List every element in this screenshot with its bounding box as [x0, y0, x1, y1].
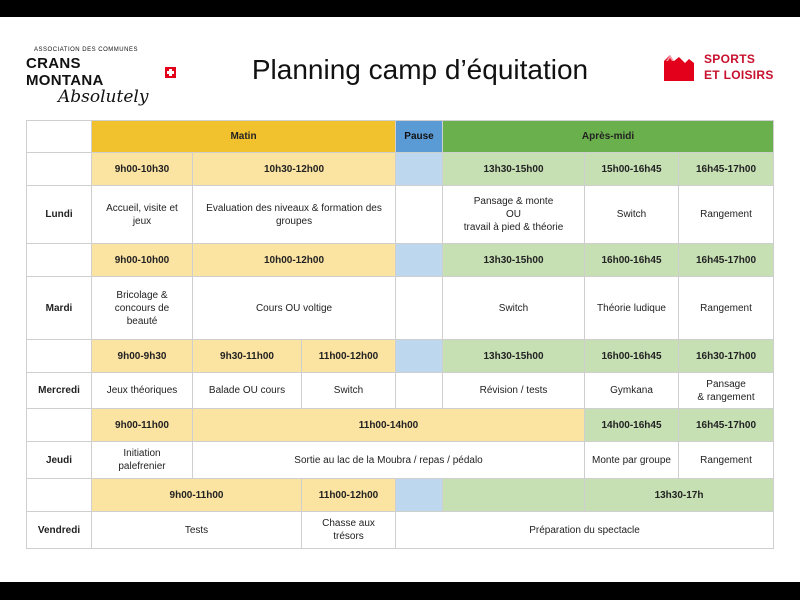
activity-cell: Monte par groupe	[585, 442, 679, 479]
activity-cell: Rangement	[679, 277, 774, 340]
activity-cell	[302, 512, 396, 549]
time-cell: 14h00-16h45	[585, 409, 679, 442]
mardi-times-row	[27, 244, 774, 277]
mountain-icon	[664, 53, 694, 81]
vendredi-activities-row	[27, 512, 774, 549]
time-cell: 9h30-11h00	[193, 340, 302, 373]
empty-cell	[27, 153, 92, 186]
time-cell: 9h00-11h00	[92, 479, 302, 512]
logo-script-text: Absolutely	[58, 87, 149, 107]
mercredi-times-row	[27, 340, 774, 373]
empty-cell	[27, 409, 92, 442]
activity-line: Initiation	[123, 448, 161, 459]
logo-right-line1: SPORTS	[704, 52, 756, 66]
day-mercredi: Mercredi	[27, 373, 92, 409]
day-vendredi: Vendredi	[27, 512, 92, 549]
activity-cell: Révision / tests	[443, 373, 585, 409]
time-cell: 10h00-12h00	[193, 244, 396, 277]
day-jeudi: Jeudi	[27, 442, 92, 479]
activity-cell: Sortie au lac de la Moubra / repas / pédalo	[193, 442, 585, 479]
activity-cell: Rangement	[679, 442, 774, 479]
activity-cell	[443, 186, 585, 244]
pause-cell	[396, 340, 443, 373]
pause-cell	[396, 153, 443, 186]
pause-empty-cell	[396, 186, 443, 244]
activity-cell: Cours OU voltige	[193, 277, 396, 340]
time-cell: 16h45-17h00	[679, 409, 774, 442]
time-cell: 16h45-17h00	[679, 153, 774, 186]
activity-cell: Tests	[92, 512, 302, 549]
empty-cell	[27, 340, 92, 373]
time-cell: 13h30-17h	[585, 479, 774, 512]
activity-cell: Balade OU cours	[193, 373, 302, 409]
activity-cell: Jeux théoriques	[92, 373, 193, 409]
page-title: Planning camp d’équitation	[251, 54, 589, 85]
activity-line: & rangement	[697, 391, 755, 403]
mardi-activities-row	[27, 277, 774, 340]
time-cell: 9h00-9h30	[92, 340, 193, 373]
pause-cell	[396, 479, 443, 512]
logo-name-text: CRANS MONTANA	[26, 55, 104, 89]
pause-empty-cell	[396, 373, 443, 409]
activity-cell: Evaluation des niveaux & formation des groupes	[193, 186, 396, 244]
corner-cell	[27, 121, 92, 153]
jeudi-activities-row	[27, 442, 774, 479]
logo-right-line2: ET LOISIRS	[704, 68, 774, 82]
time-cell: 9h00-10h00	[92, 244, 193, 277]
activity-cell	[679, 373, 774, 409]
section-matin: Matin	[92, 121, 396, 153]
logo-association-text: ASSOCIATION DES COMMUNES	[34, 47, 138, 53]
time-cell: 11h00-12h00	[302, 340, 396, 373]
activity-cell: Préparation du spectacle	[396, 512, 774, 549]
mercredi-activities-row	[27, 373, 774, 409]
pause-empty-cell	[396, 277, 443, 340]
empty-cell	[27, 479, 92, 512]
page	[0, 17, 800, 582]
activity-line: Chasse aux	[322, 518, 375, 529]
sports-loisirs-logo	[664, 47, 784, 87]
activity-line: travail à pied & théorie	[463, 222, 564, 233]
lundi-activities-row	[27, 186, 774, 244]
jeudi-times-row	[27, 409, 774, 442]
activity-line: trésors	[333, 531, 364, 542]
empty-cell	[27, 244, 92, 277]
activity-line: beauté	[126, 315, 158, 327]
activity-cell	[92, 277, 193, 340]
time-cell: 16h30-17h00	[679, 340, 774, 373]
time-cell: 13h30-15h00	[443, 244, 585, 277]
activity-cell	[92, 442, 193, 479]
time-cell	[443, 479, 585, 512]
section-apres-midi: Après-midi	[443, 121, 774, 153]
time-cell: 13h30-15h00	[443, 340, 585, 373]
activity-cell: Théorie ludique	[585, 277, 679, 340]
time-cell: 11h00-12h00	[302, 479, 396, 512]
activity-line: concours de	[114, 302, 170, 314]
time-cell: 16h45-17h00	[679, 244, 774, 277]
planning-table	[26, 120, 774, 549]
activity-line: Pansage & monte	[473, 196, 554, 207]
activity-line: OU	[506, 209, 522, 220]
activity-cell: Accueil, visite et jeux	[92, 186, 193, 244]
time-cell: 11h00-14h00	[193, 409, 585, 442]
time-cell: 9h00-10h30	[92, 153, 193, 186]
time-cell: 13h30-15h00	[443, 153, 585, 186]
day-lundi: Lundi	[27, 186, 92, 244]
time-cell: 9h00-11h00	[92, 409, 193, 442]
time-cell: 15h00-16h45	[585, 153, 679, 186]
activity-cell: Gymkana	[585, 373, 679, 409]
activity-cell: Rangement	[679, 186, 774, 244]
day-mardi: Mardi	[27, 277, 92, 340]
time-cell: 16h00-16h45	[585, 244, 679, 277]
section-header-row	[27, 121, 774, 153]
activity-line: Pansage	[706, 378, 746, 390]
activity-cell: Switch	[585, 186, 679, 244]
activity-line: Bricolage &	[116, 289, 168, 301]
pause-cell	[396, 244, 443, 277]
activity-cell: Switch	[443, 277, 585, 340]
time-cell: 16h00-16h45	[585, 340, 679, 373]
time-cell: 10h30-12h00	[193, 153, 396, 186]
activity-cell: Switch	[302, 373, 396, 409]
activity-line: palefrenier	[118, 461, 166, 472]
section-pause: Pause	[396, 121, 443, 153]
vendredi-times-row	[27, 479, 774, 512]
lundi-times-row	[27, 153, 774, 186]
